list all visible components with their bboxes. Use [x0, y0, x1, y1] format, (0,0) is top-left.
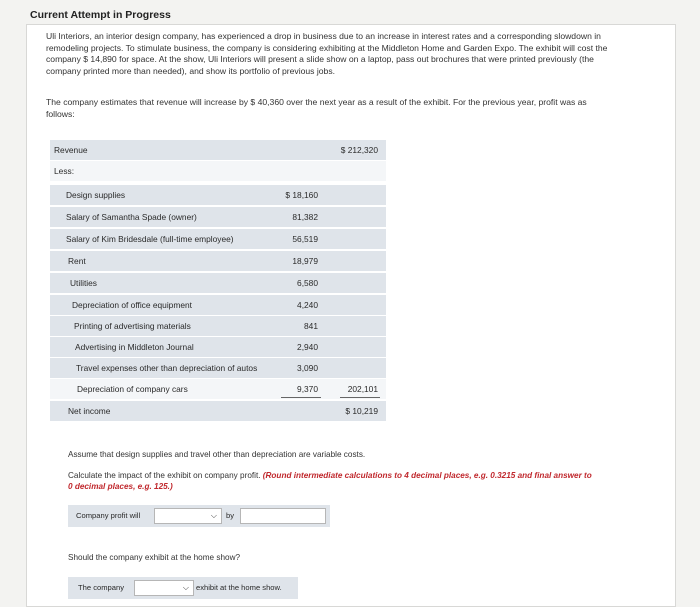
problem-intro: Uli Interiors, an interior design company, has experienced a drop in business due to an increase in interest rates and a corresponding slowdown in remodeling projects. To stimulate business, the company is considering exhibiting at the Middleton Home and Garden Expo. The exhibit will cost the company $ 14,890 for space. At the show, Uli Interiors will present a slide show on a laptop, pass out brochures that were printed previously (the company printed more than needed), and show its portfolio of previous jobs. — [46, 31, 608, 76]
expense-label: Utilities — [70, 278, 97, 288]
expense-row — [50, 251, 386, 271]
expense-row — [50, 229, 386, 249]
expense-row — [50, 185, 386, 205]
exhibit-answer-strip — [68, 577, 298, 599]
net-income-row — [50, 401, 386, 421]
net-income-value: $ 10,219 — [345, 406, 378, 416]
expense-value: 9,370 — [297, 384, 318, 394]
expense-label: Depreciation of office equipment — [72, 300, 192, 310]
expense-value: 56,519 — [292, 234, 318, 244]
revenue-value: $ 212,320 — [340, 145, 378, 155]
calc-note: (Round intermediate calculations to 4 decimal places, e.g. 0.3215 and final answer to 0 decimal places, e.g. 125.) — [68, 471, 592, 491]
assumption-text: Assume that design supplies and travel other than depreciation are variable costs. — [68, 450, 366, 459]
expense-value: $ 18,160 — [285, 190, 318, 200]
expense-row — [50, 295, 386, 315]
total-expenses-value: 202,101 — [347, 384, 378, 394]
calc-instruction — [68, 470, 598, 492]
net-income-label: Net income — [68, 406, 111, 416]
expense-row — [50, 273, 386, 293]
exhibit-label: exhibit at the home show. — [196, 583, 282, 592]
expense-row — [50, 358, 386, 378]
expense-row — [50, 337, 386, 357]
revenue-row — [50, 140, 386, 160]
less-row — [50, 161, 386, 181]
exhibit-decision-select[interactable] — [134, 580, 194, 596]
revenue-label: Revenue — [54, 145, 88, 155]
underline — [281, 397, 321, 398]
company-label: The company — [78, 583, 125, 592]
exhibit-question: Should the company exhibit at the home show? — [68, 553, 241, 562]
expense-label: Rent — [68, 256, 86, 266]
less-label: Less: — [54, 166, 75, 176]
expense-row — [50, 379, 386, 399]
expense-row — [50, 207, 386, 227]
expense-value: 18,979 — [292, 256, 318, 266]
expense-value: 4,240 — [297, 300, 318, 310]
chevron-down-icon: ⌵ — [182, 583, 189, 592]
expense-value: 81,382 — [292, 212, 318, 222]
expense-label: Salary of Samantha Spade (owner) — [66, 212, 197, 222]
expense-label: Advertising in Middleton Journal — [75, 342, 194, 352]
expense-label: Depreciation of company cars — [77, 384, 188, 394]
profit-amount-input[interactable] — [240, 508, 326, 524]
profit-label: Company profit will — [76, 511, 141, 520]
underline — [340, 397, 380, 398]
profit-answer-strip — [68, 505, 330, 527]
expense-label: Design supplies — [66, 190, 126, 200]
profit-direction-select[interactable] — [154, 508, 222, 524]
page-header: Current Attempt in Progress — [30, 9, 171, 21]
problem-estimate: The company estimates that revenue will increase by $ 40,360 over the next year as a result of the exhibit. For the previous year, profit was as follows: — [46, 97, 587, 119]
calc-text: Calculate the impact of the exhibit on company profit. — [68, 471, 261, 480]
by-label: by — [226, 511, 235, 520]
expense-value: 841 — [304, 321, 318, 331]
expense-row — [50, 316, 386, 336]
expense-label: Printing of advertising materials — [74, 321, 191, 331]
chevron-down-icon: ⌵ — [210, 511, 217, 520]
expense-label: Travel expenses other than depreciation of autos — [76, 363, 258, 373]
expense-label: Salary of Kim Bridesdale (full-time employee) — [66, 234, 234, 244]
expense-value: 2,940 — [297, 342, 318, 352]
expense-value: 6,580 — [297, 278, 318, 288]
expense-value: 3,090 — [297, 363, 318, 373]
